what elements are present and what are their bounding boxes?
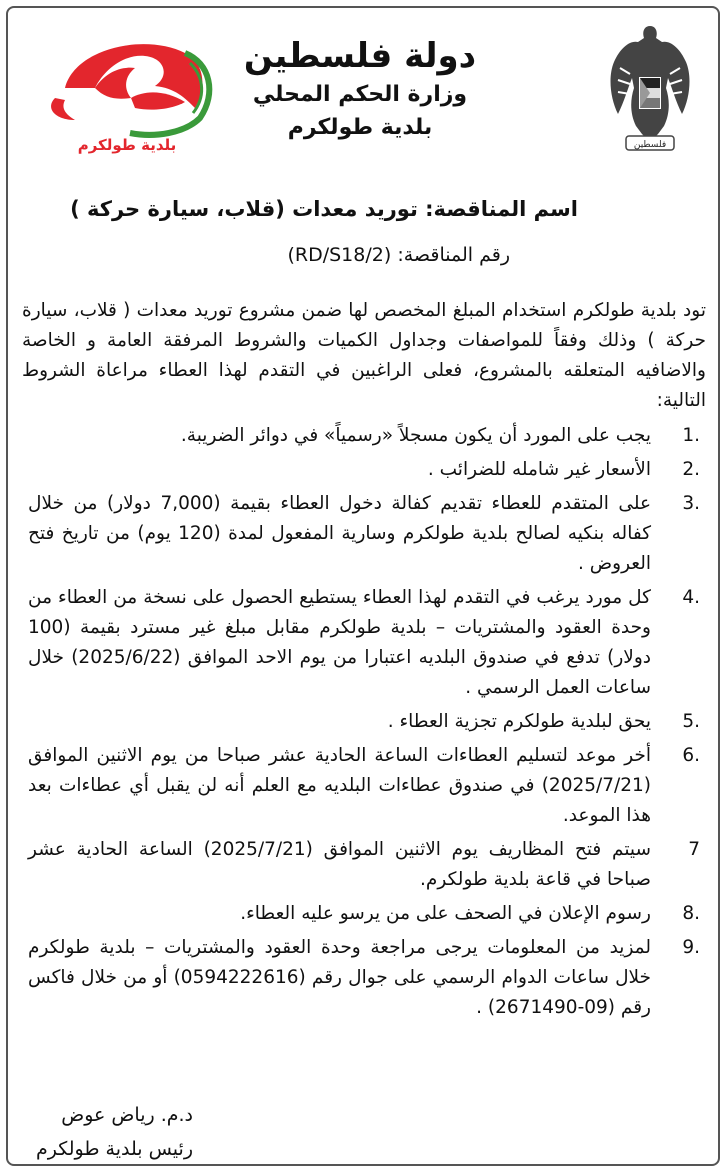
tender-name: اسم المناقصة: توريد معدات (قلاب، سيارة حركة ) [70,197,578,221]
condition-text: لمزيد من المعلومات يرجى مراجعة وحدة العقود والمشتريات – بلدية طولكرم خلال ساعات الدوام الرسمي على جوال رقم (0594222616) أو من خلال فاكس رقم (09-2671490) . [28,937,651,1018]
condition-item [28,835,706,895]
tulkarm-municipality-logo [35,28,220,158]
condition-item [28,741,706,831]
condition-text: أخر موعد لتسليم العطاءات الساعة الحادية عشر صباحا من يوم الاثنين الموافق (2025/7/21) في صندوق عطاءات البلديه مع العلم أنه لن يقبل أي عطاءات بعد هذا الموعد. [28,745,651,826]
condition-text: رسوم الإعلان في الصحف على من يرسو عليه العطاء. [240,903,651,924]
ministry-name: وزارة الحكم المحلي [252,82,468,107]
letterhead-titles [230,34,490,144]
condition-item [28,933,706,1023]
condition-text: الأسعار غير شامله للضرائب . [427,459,651,480]
intro-paragraph: تود بلدية طولكرم استخدام المبلغ المخصص لها ضمن مشروع توريد معدات ( قلاب، سيارة حركة ) وذلك وفقاً للمواصفات وجداول الكميات والشروط المرفقة العامة و الخاصة والاضافيه المتعلقه بالمشروع، فعلى الراغبين في التقدم لهذا العطاء مراعاة الشروط التالية: [22,300,706,411]
condition-item [28,455,706,485]
condition-item [28,421,706,451]
condition-text: يحق لبلدية طولكرم تجزية العطاء . [387,711,651,732]
conditions-list [28,421,706,1027]
signatory-name: د.م. رياض عوض [61,1104,193,1126]
condition-text: كل مورد يرغب في التقدم لهذا العطاء يستطيع الحصول على نسخة من العطاء من وحدة العقود والمشتريات – بلدية طولكرم مقابل مبلغ غير مسترد بقيمة (100 دولار) تدفع في صندوق البلديه اعتبارا من يوم الاحد الموافق (2025/6/22) خلال ساعات العمل الرسمي . [28,587,652,698]
condition-item [28,899,706,929]
condition-number: 4. [682,587,700,608]
municipality-name: بلدية طولكرم [287,115,433,140]
tender-number-value: (2/RD/S18) [287,244,392,266]
condition-number: 3. [682,493,700,514]
letterhead [0,0,728,154]
state-name: دولة فلسطين [243,36,477,76]
tender-number-label: رقم المناقصة: [397,244,510,266]
signature-block [36,1098,193,1166]
palestine-emblem-icon [600,18,700,158]
condition-number: 8. [682,903,700,924]
condition-item [28,583,706,703]
condition-text: يجب على المورد أن يكون مسجلاً «رسمياً» في دوائر الضريبة. [180,425,651,446]
condition-number: 6. [682,745,700,766]
condition-number: 7 [688,839,700,860]
condition-text: سيتم فتح المظاريف يوم الاثنين الموافق (2025/7/21) الساعة الحادية عشر صباحا في قاعة بلدية طولكرم. [28,839,651,890]
condition-item [28,489,706,579]
condition-number: 1. [682,425,700,446]
condition-number: 9. [682,937,700,958]
signatory-title: رئيس بلدية طولكرم [36,1138,193,1160]
emblem-caption: فلسطين [633,140,667,150]
condition-number: 2. [682,459,700,480]
condition-number: 5. [682,711,700,732]
tender-number [287,244,510,266]
condition-item [28,707,706,737]
condition-text: على المتقدم للعطاء تقديم كفالة دخول العطاء بقيمة (7,000 دولار) من خلال كفاله بنكيه لصالح بلدية طولكرم وسارية المفعول لمدة (120 يوم) من تاريخ فتح العروض . [28,493,651,574]
logo-caption: بلدية طولكرم [77,136,177,154]
